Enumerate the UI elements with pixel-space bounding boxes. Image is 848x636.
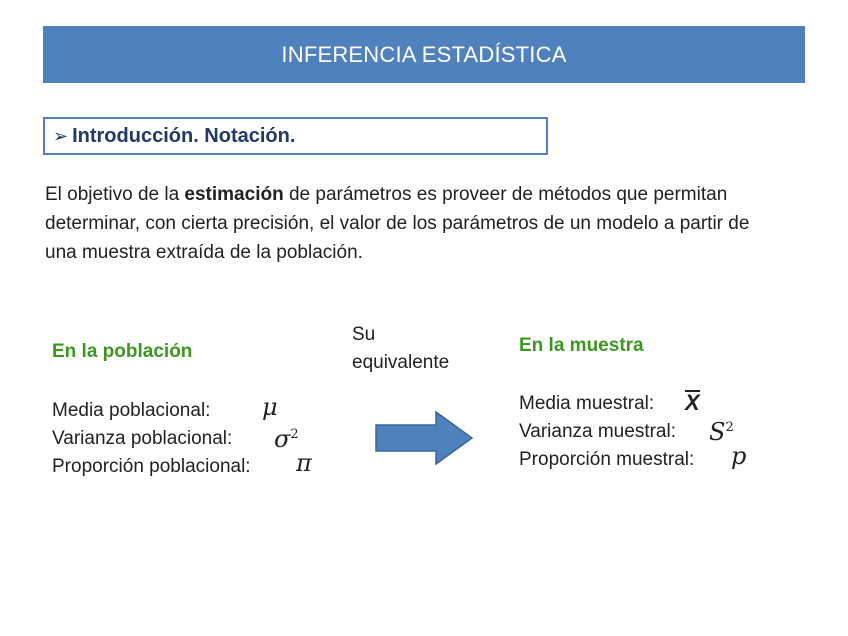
population-variance-row — [52, 425, 299, 453]
arrow-bullet-icon: ➢ — [53, 125, 69, 146]
population-proportion-row — [52, 449, 312, 481]
intro-text-end: de parámetros es proveer de métodos que permitan determinar, con cierta precisión, el valor de los parámetros de un modelo a partir de una muestra extraída de la población. — [45, 184, 750, 263]
pi-symbol: π — [296, 449, 312, 477]
intro-text-bold: estimación — [184, 184, 284, 205]
population-mean-row — [52, 393, 278, 425]
sample-mean-label: Media muestral: — [519, 393, 655, 414]
p-symbol: p — [731, 442, 747, 470]
section-heading — [43, 117, 548, 155]
equivalent-line2: equivalente — [352, 352, 450, 373]
sample-proportion-label: Proporción muestral: — [519, 449, 695, 470]
intro-paragraph — [45, 180, 775, 267]
population-list — [52, 393, 312, 481]
sample-proportion-row — [519, 442, 747, 474]
slide-title-text: INFERENCIA ESTADÍSTICA — [281, 41, 567, 67]
sample-variance-label: Varianza muestral: — [519, 421, 676, 442]
right-arrow-icon — [374, 410, 474, 466]
s-squared-symbol: $S^2$ — [709, 418, 734, 446]
x-bar-symbol: X — [685, 390, 700, 415]
population-proportion-label: Proporción poblacional: — [52, 456, 251, 477]
equivalent-label — [352, 321, 449, 377]
mu-symbol: μ — [262, 393, 278, 421]
sample-variance-row — [519, 418, 734, 446]
sample-list — [519, 390, 747, 474]
population-mean-label: Media poblacional: — [52, 400, 211, 421]
section-heading-text: Introducción. Notación. — [72, 124, 296, 147]
population-variance-label: Varianza poblacional: — [52, 428, 233, 449]
equivalent-line1: Su — [352, 324, 376, 345]
sample-heading: En la muestra — [519, 335, 644, 356]
sigma-squared-symbol: $\sigma^2$ — [274, 425, 299, 453]
sample-mean-row — [519, 390, 700, 418]
slide-title — [43, 26, 805, 83]
population-heading: En la población — [52, 341, 193, 362]
intro-text-start: El objetivo de la — [45, 184, 185, 205]
